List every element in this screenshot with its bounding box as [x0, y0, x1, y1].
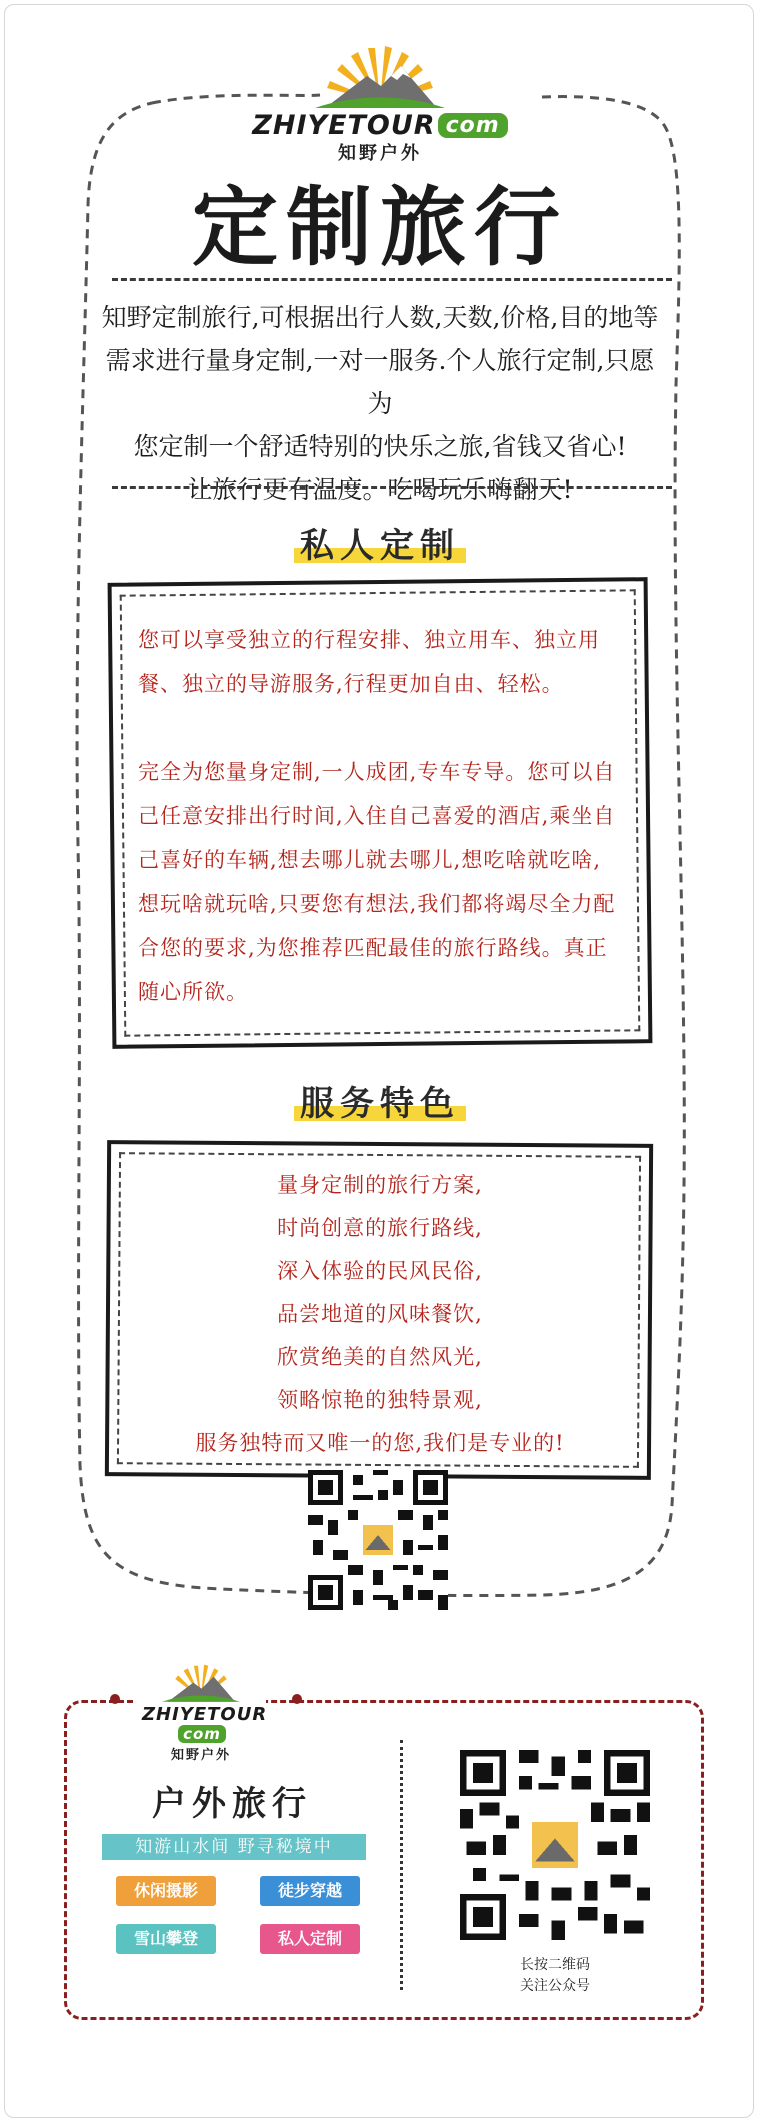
intro-text [100, 296, 660, 511]
footer-divider [400, 1740, 403, 1990]
footer-dot-left [110, 1694, 120, 1704]
qr-caption [470, 1955, 640, 1997]
features-heading [0, 1076, 760, 1125]
brand-wordmark [0, 110, 760, 141]
feature-item: 欣赏绝美的自然风光, [277, 1345, 483, 1369]
qr-caption-line-1: 长按二维码 [520, 1957, 590, 1973]
footer-sun-mountain-icon [156, 1660, 246, 1704]
tag-snow-mountain-climbing[interactable]: 雪山攀登 [116, 1924, 216, 1954]
brand-name-cn: 知野户外 [338, 143, 422, 164]
divider-bottom [112, 486, 672, 489]
brand-domain-badge: com [438, 113, 508, 138]
qr-code-small-icon[interactable] [308, 1470, 448, 1610]
footer-domain-badge: com [178, 1725, 226, 1743]
feature-item: 服务独特而又唯一的您,我们是专业的! [195, 1431, 565, 1455]
features-list [120, 1164, 640, 1465]
private-heading-text: 私人定制 [294, 526, 466, 566]
footer-wordmark [142, 1704, 268, 1746]
intro-line: 需求进行量身定制,一对一服务.个人旅行定制,只愿为 [105, 346, 655, 418]
private-para-1: 您可以享受独立的行程安排、独立用车、独立用餐、独立的导游服务,行程更加自由、轻松。 [138, 628, 600, 696]
intro-line: 让旅行更有温度。吃喝玩乐嗨翻天! [187, 475, 573, 504]
footer-qr-pattern-icon [460, 1750, 650, 1940]
qr-code-large-icon[interactable] [460, 1750, 650, 1940]
private-heading [0, 518, 760, 567]
divider-top [112, 278, 672, 281]
brand-wordmark-text: ZHIYETOUR [252, 110, 436, 141]
feature-item: 深入体验的民风民俗, [277, 1259, 483, 1283]
private-text [138, 618, 622, 1014]
page-title: 定制旅行 [192, 177, 568, 278]
feature-item: 领略惊艳的独特景观, [277, 1388, 483, 1412]
footer-dot-right [292, 1694, 302, 1704]
tag-private-custom[interactable]: 私人定制 [260, 1924, 360, 1954]
tag-leisure-photography[interactable]: 休闲摄影 [116, 1876, 216, 1906]
tag-hiking-crossing[interactable]: 徒步穿越 [260, 1876, 360, 1906]
brand-logo [0, 40, 760, 165]
intro-line: 您定制一个舒适特别的快乐之旅,省钱又省心! [133, 432, 627, 461]
footer-brand-name-cn: 知野户外 [170, 1748, 231, 1763]
feature-item: 时尚创意的旅行路线, [277, 1216, 483, 1240]
sun-mountain-logo-icon [305, 40, 455, 110]
footer-wordmark-text: ZHIYETOUR [142, 1704, 268, 1725]
intro-line: 知野定制旅行,可根据出行人数,天数,价格,目的地等 [101, 303, 659, 332]
qr-pattern-icon [308, 1470, 448, 1610]
features-heading-text: 服务特色 [294, 1084, 466, 1124]
private-para-2: 完全为您量身定制,一人成团,专车专导。您可以自己任意安排出行时间,入住自己喜爱的酒店,乘坐自己喜好的车辆,想去哪儿就去哪儿,想吃啥就吃啥,想玩啥就玩啥,只要您有想法,我们都将竭尽全力配合您的要求,为您推荐匹配最佳的旅行路线。真正随心所欲。 [138, 760, 616, 1004]
feature-item: 品尝地道的风味餐饮, [277, 1302, 483, 1326]
qr-caption-line-2: 关注公众号 [520, 1978, 590, 1994]
footer-slogan: 知游山水间 野寻秘境中 [102, 1834, 366, 1860]
footer-brand-logo [136, 1660, 266, 1763]
feature-item: 量身定制的旅行方案, [277, 1173, 483, 1197]
footer-title: 户外旅行 [152, 1784, 312, 1824]
